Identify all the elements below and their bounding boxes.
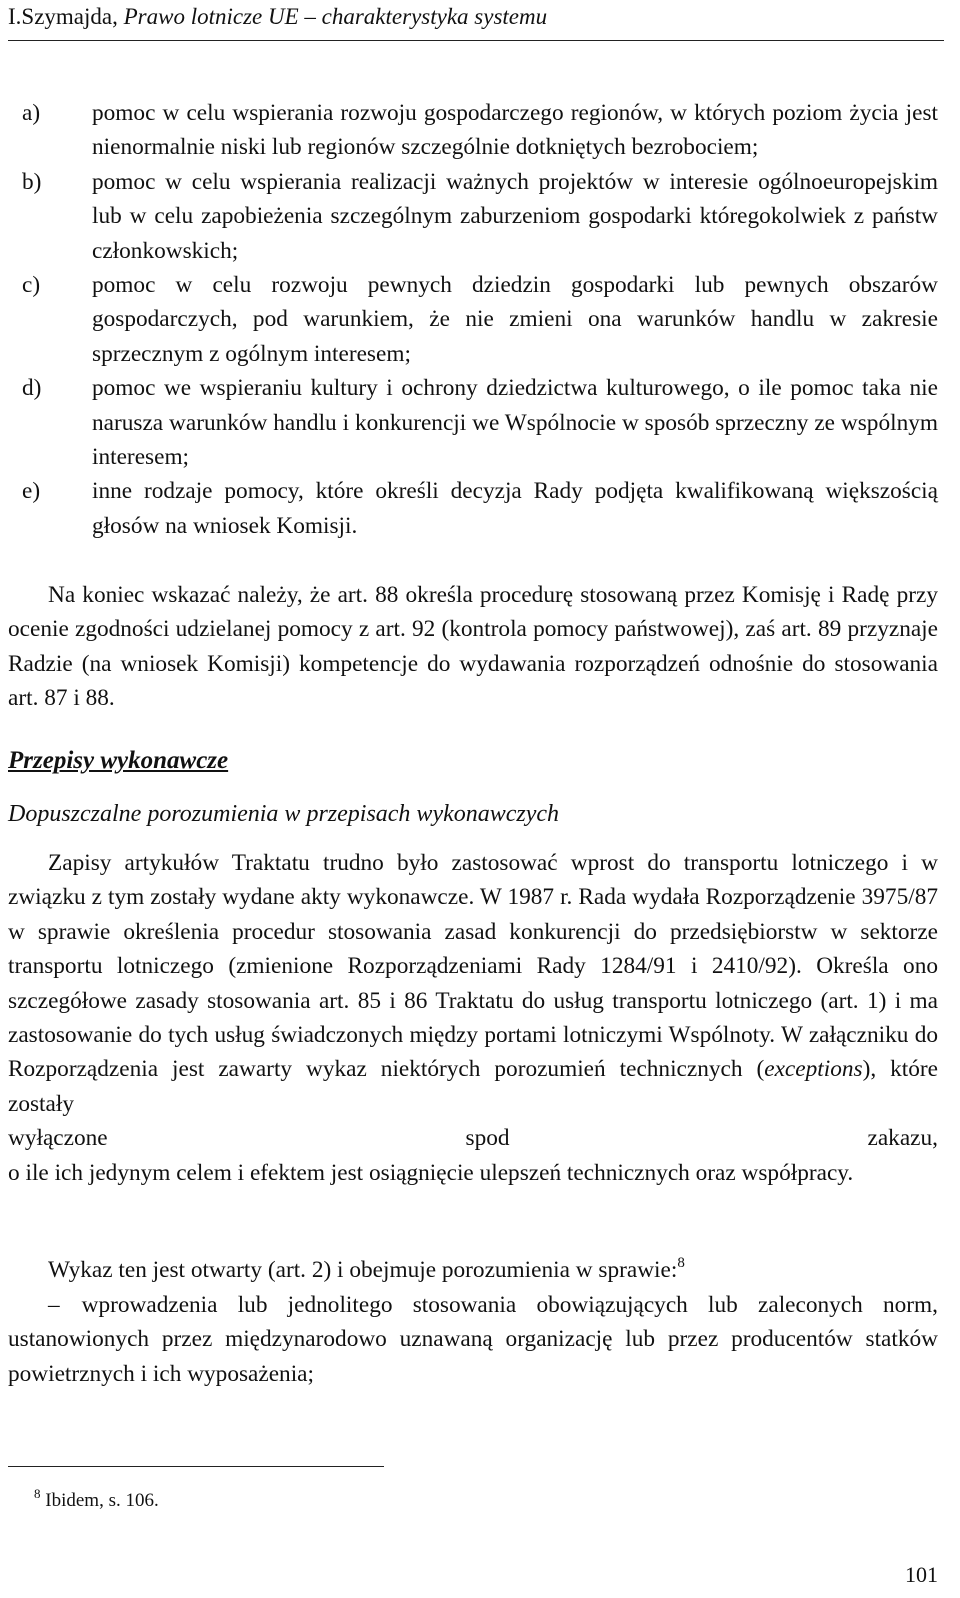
list-item-text: pomoc w celu rozwoju pewnych dziedzin gospodarki lub pewnych obszarów gospodarczych, pod warunkiem, że nie zmieni ona warunków handlu w zakresie sprzecznym z ogólnym interesem; [92, 272, 938, 367]
running-header [8, 3, 547, 31]
list-marker: d) [22, 375, 42, 402]
page-number: 101 [905, 1562, 938, 1587]
list-intro-text: Wykaz ten jest otwarty (art. 2) i obejmuje porozumienia w sprawie: [48, 1257, 678, 1283]
main-paragraph-end: o ile ich jedynym celem i efektem jest osiągnięcie ulepszeń technicznych oraz współpracy. [8, 1159, 854, 1186]
list-marker: b) [22, 168, 42, 195]
main-paragraph [8, 846, 938, 1190]
list-item-text: pomoc w celu wspierania rozwoju gospodarczego regionów, w których poziom życia jest nienormalnie niski lub regionów szczególnie dotkniętych bezrobociem; [92, 100, 938, 161]
word: spod [465, 1125, 510, 1152]
list-item [22, 371, 938, 474]
header-title: Prawo lotnicze UE – charakterystyka systemu [123, 4, 548, 29]
aid-list [22, 96, 938, 543]
list-marker: a) [22, 100, 41, 126]
word: wyłączone [8, 1125, 108, 1152]
list-item [22, 474, 938, 543]
word: zakazu, [867, 1125, 938, 1152]
list-item [22, 268, 938, 371]
main-paragraph-text: Zapisy artykułów Traktatu trudno było zastosować wprost do transportu lotniczego i w związku z tym zostały wydane akty wykonawcze. W 1987 r. Rada wydała Rozporządzenie 3975/87 w sprawie określenia procedur stosowania zasad konkurencji do przedsiębiorstw w sektorze transportu lotniczego (zmienione Rozporządzeniami Rady 1284/91 i 2410/92). Określa ono szczegółowe zasady stosowania art. 85 i 86 Traktatu do usług transportu lotniczego (art. 1) i ma zastosowanie do tych usług świadczonych między portami lotniczymi Wspólnoty. W załączniku do Rozporządzenia jest zawarty wykaz niektórych porozumień technicznych ( [8, 850, 938, 1083]
header-author: I.Szymajda, [8, 4, 124, 29]
justified-line [8, 1121, 938, 1155]
list-item-text: pomoc we wspieraniu kultury i ochrony dziedzictwa kulturowego, o ile pomoc taka nie narusza warunków handlu i konkurencji we Wspólnocie w sposób sprzeczny ze wspólnym interesem; [92, 375, 938, 471]
dash-marker: – [48, 1292, 60, 1318]
footnote-text: Ibidem, s. 106. [40, 1490, 159, 1511]
footnote [34, 1482, 159, 1513]
conclusion-paragraph: Na koniec wskazać należy, że art. 88 określa procedurę stosowaną przez Komisję i Radę przy ocenie zgodności udzielanej pomocy z art. 92 (kontrola pomocy państwowej), zaś art. 89 przyznaje Radzie (na wniosek Komisji) kompetencje do wydawania rozporządzeń odnośnie do stosowania art. 87 i 88. [8, 582, 938, 712]
footnote-divider [8, 1466, 384, 1467]
main-paragraph-text-cont: ), które zostały [8, 1056, 938, 1117]
footnote-reference: 8 [677, 1255, 685, 1271]
footnote-mark: 8 [34, 1486, 41, 1501]
list-item [22, 96, 938, 165]
list-intro-paragraph [8, 1253, 938, 1287]
subsection-heading: Dopuszczalne porozumienia w przepisach wykonawczych [8, 801, 560, 827]
section-heading: Przepisy wykonawcze [8, 747, 229, 774]
exceptions-term: exceptions [764, 1056, 863, 1083]
list-marker: c) [22, 272, 41, 299]
list-marker: e) [22, 478, 41, 505]
list-item-text: inne rodzaje pomocy, które określi decyzja Rady podjęta kwalifikowaną większością głosów na wniosek Komisji. [92, 478, 938, 539]
dash-item-text: wprowadzenia lub jednolitego stosowania obowiązujących lub zaleconych norm, ustanowionych przez międzynarodowo uznawaną organizację lub przez producentów statków powietrznych i ich wyposażenia; [8, 1292, 938, 1387]
page-header [8, 0, 944, 41]
list-item-text: pomoc w celu wspierania realizacji ważnych projektów w interesie ogólnoeuropejskim lub w celu zapobieżenia szczególnym zaburzeniom gospodarki któregokolwiek z państw członkowskich; [92, 168, 938, 264]
dash-list-item [8, 1288, 938, 1391]
list-item [22, 165, 938, 268]
